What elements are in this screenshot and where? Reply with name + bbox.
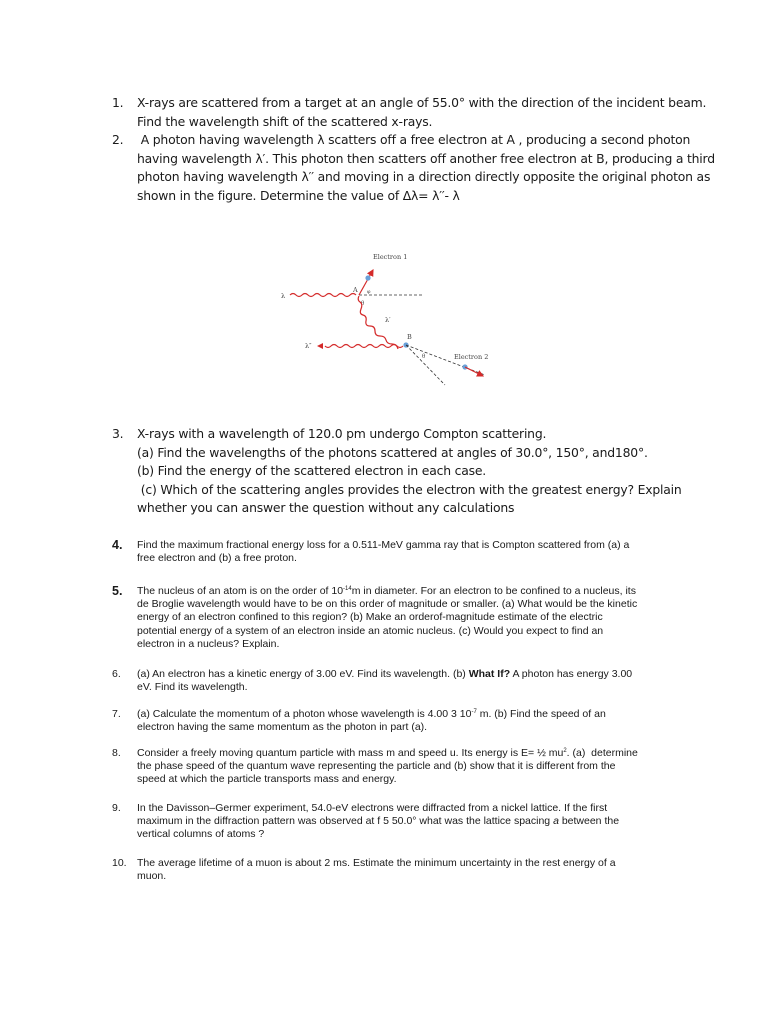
question-5-line-4: potential energy of a system of an electron inside an atomic nucleus. (c) Would you expect to find an — [137, 624, 604, 637]
question-5-line-5: electron in a nucleus? Explain. — [137, 637, 280, 650]
point-b-label: B — [407, 333, 412, 341]
question-5-text: The nucleus of an atom is on the order of 10 — [137, 585, 344, 597]
question-7-text: (a) Calculate the momentum of a photon whose wavelength is 4.00 3 10 — [137, 708, 472, 720]
lambda-prime-label: λ′ — [385, 316, 391, 324]
question-5-line-1 — [137, 585, 652, 598]
question-10 — [112, 857, 652, 883]
what-if-label: What If? — [468, 668, 511, 680]
question-3-line-2: (a) Find the wavelengths of the photons scattered at angles of 30.0°, 150°, and180°. — [137, 444, 648, 460]
question-6-number: 6. — [112, 668, 121, 680]
question-3-line-5: whether you can answer the question without any calculations — [137, 500, 515, 516]
electron-1-dot — [365, 275, 370, 280]
question-8-text-cont: . (a) determine — [566, 747, 638, 759]
final-photon-wave — [325, 345, 403, 348]
question-7-text-cont: m. (b) Find the speed of an — [476, 708, 606, 720]
question-3-line-1: X-rays with a wavelength of 120.0 pm undergo Compton scattering. — [137, 426, 547, 441]
question-5 — [112, 585, 652, 651]
question-9-text: maximum in the diffraction pattern was observed at f 5 50.0° what was the lattice spacing — [137, 815, 554, 828]
question-2 — [112, 131, 715, 205]
exponent: 2 — [563, 748, 567, 754]
question-2-line-1: A photon having wavelength λ scatters off a free electron at A , producing a second photon — [137, 132, 691, 147]
question-3-line-3: (b) Find the energy of the scattered electron in each case. — [137, 463, 487, 479]
question-9 — [112, 802, 652, 842]
question-10-line-2: muon. — [137, 870, 167, 883]
question-9-number: 9. — [112, 802, 121, 814]
question-10-number: 10. — [112, 857, 127, 869]
question-2-number: 2. — [112, 132, 124, 147]
question-5-number: 5. — [112, 584, 123, 598]
question-8-line-2: the phase speed of the quantum wave representing the particle and (b) show that it is different from the — [137, 760, 616, 773]
lambda-double-prime-label: λ″ — [305, 342, 312, 350]
question-1-number: 1. — [112, 95, 124, 110]
question-9-line-3: vertical columns of atoms ? — [137, 828, 265, 841]
question-2-line-4: shown in the figure. Determine the value of Δλ= λ′′- λ — [137, 187, 460, 203]
question-6-line-2: eV. Find its wavelength. — [137, 681, 248, 694]
electron-2-label: Electron 2 — [454, 353, 489, 361]
point-a-label: A — [353, 286, 358, 294]
compton-scattering-figure — [275, 250, 505, 390]
question-6-line-1 — [137, 668, 652, 681]
electron-1-label: Electron 1 — [373, 253, 408, 261]
theta-label-b: θ — [422, 354, 426, 360]
question-1-line-1: X-rays are scattered from a target at an angle of 55.0° with the direction of the incident beam. — [137, 95, 707, 110]
incident-photon-wave — [290, 294, 356, 297]
question-4-line-1: Find the maximum fractional energy loss for a 0.511-MeV gamma ray that is Compton scattered from (a) a — [137, 539, 630, 551]
question-7 — [112, 708, 652, 734]
question-9-text-cont: between the — [558, 815, 620, 828]
electron-2-track — [465, 367, 483, 376]
question-5-line-2: de Broglie wavelength would have to be on this order of magnitude or smaller. (a) What would be the kinetic — [137, 598, 638, 611]
question-3-number: 3. — [112, 426, 124, 441]
question-7-number: 7. — [112, 708, 121, 720]
question-7-line-2: electron having the same momentum as the photon in part (a). — [137, 721, 428, 734]
question-1-line-2: Find the wavelength shift of the scattered x-rays. — [137, 113, 433, 129]
question-5-line-3: energy of an electron confined to this region? (b) Make an orderof-magnitude estimate of the electric — [137, 611, 603, 624]
question-8-number: 8. — [112, 747, 121, 759]
question-6-text: (a) An electron has a kinetic energy of 3.00 eV. Find its wavelength. (b) — [137, 668, 469, 680]
lambda-label: λ — [281, 292, 286, 300]
question-7-line-1 — [137, 708, 652, 721]
question-3 — [112, 425, 682, 518]
question-10-line-1: The average lifetime of a muon is about 2 ms. Estimate the minimum uncertainty in the rest energy of a — [137, 857, 616, 869]
question-4-line-2: free electron and (b) a free proton. — [137, 552, 297, 565]
question-5-text-cont: m in diameter. For an electron to be confined to a nucleus, its — [351, 585, 636, 597]
question-3-line-4: (c) Which of the scattering angles provides the electron with the greatest energy? Explain — [137, 481, 682, 497]
phi-label: φ — [367, 289, 371, 295]
question-2-line-3: photon having wavelength λ′′ and moving in a direction directly opposite the original photon as — [137, 169, 711, 185]
theta-label-a: θ — [361, 301, 365, 307]
question-4 — [112, 539, 652, 565]
question-8 — [112, 747, 652, 787]
question-8-line-1 — [137, 747, 652, 760]
reference-dash-b1 — [406, 345, 445, 385]
question-2-line-2: having wavelength λ′. This photon then scatters off another free electron at B, producing a third — [137, 150, 715, 166]
lattice-spacing-symbol: a — [553, 815, 559, 828]
question-9-line-2 — [137, 815, 652, 828]
question-8-line-3: speed at which the particle transports mass and energy. — [137, 773, 397, 786]
question-6-text-cont: A photon has energy 3.00 — [510, 668, 633, 680]
question-4-number: 4. — [112, 538, 123, 552]
question-6 — [112, 668, 652, 694]
final-photon-arrowhead — [317, 343, 323, 349]
question-9-line-1: In the Davisson–Germer experiment, 54.0-eV electrons were diffracted from a nickel lattice. If the first — [137, 802, 608, 814]
exponent: -14 — [343, 586, 352, 592]
question-1 — [112, 94, 707, 131]
exponent: -7 — [471, 709, 477, 715]
electron-1-track — [359, 270, 373, 295]
question-8-text: Consider a freely moving quantum particle with mass m and speed u. Its energy is E= ½ mu — [137, 747, 564, 759]
